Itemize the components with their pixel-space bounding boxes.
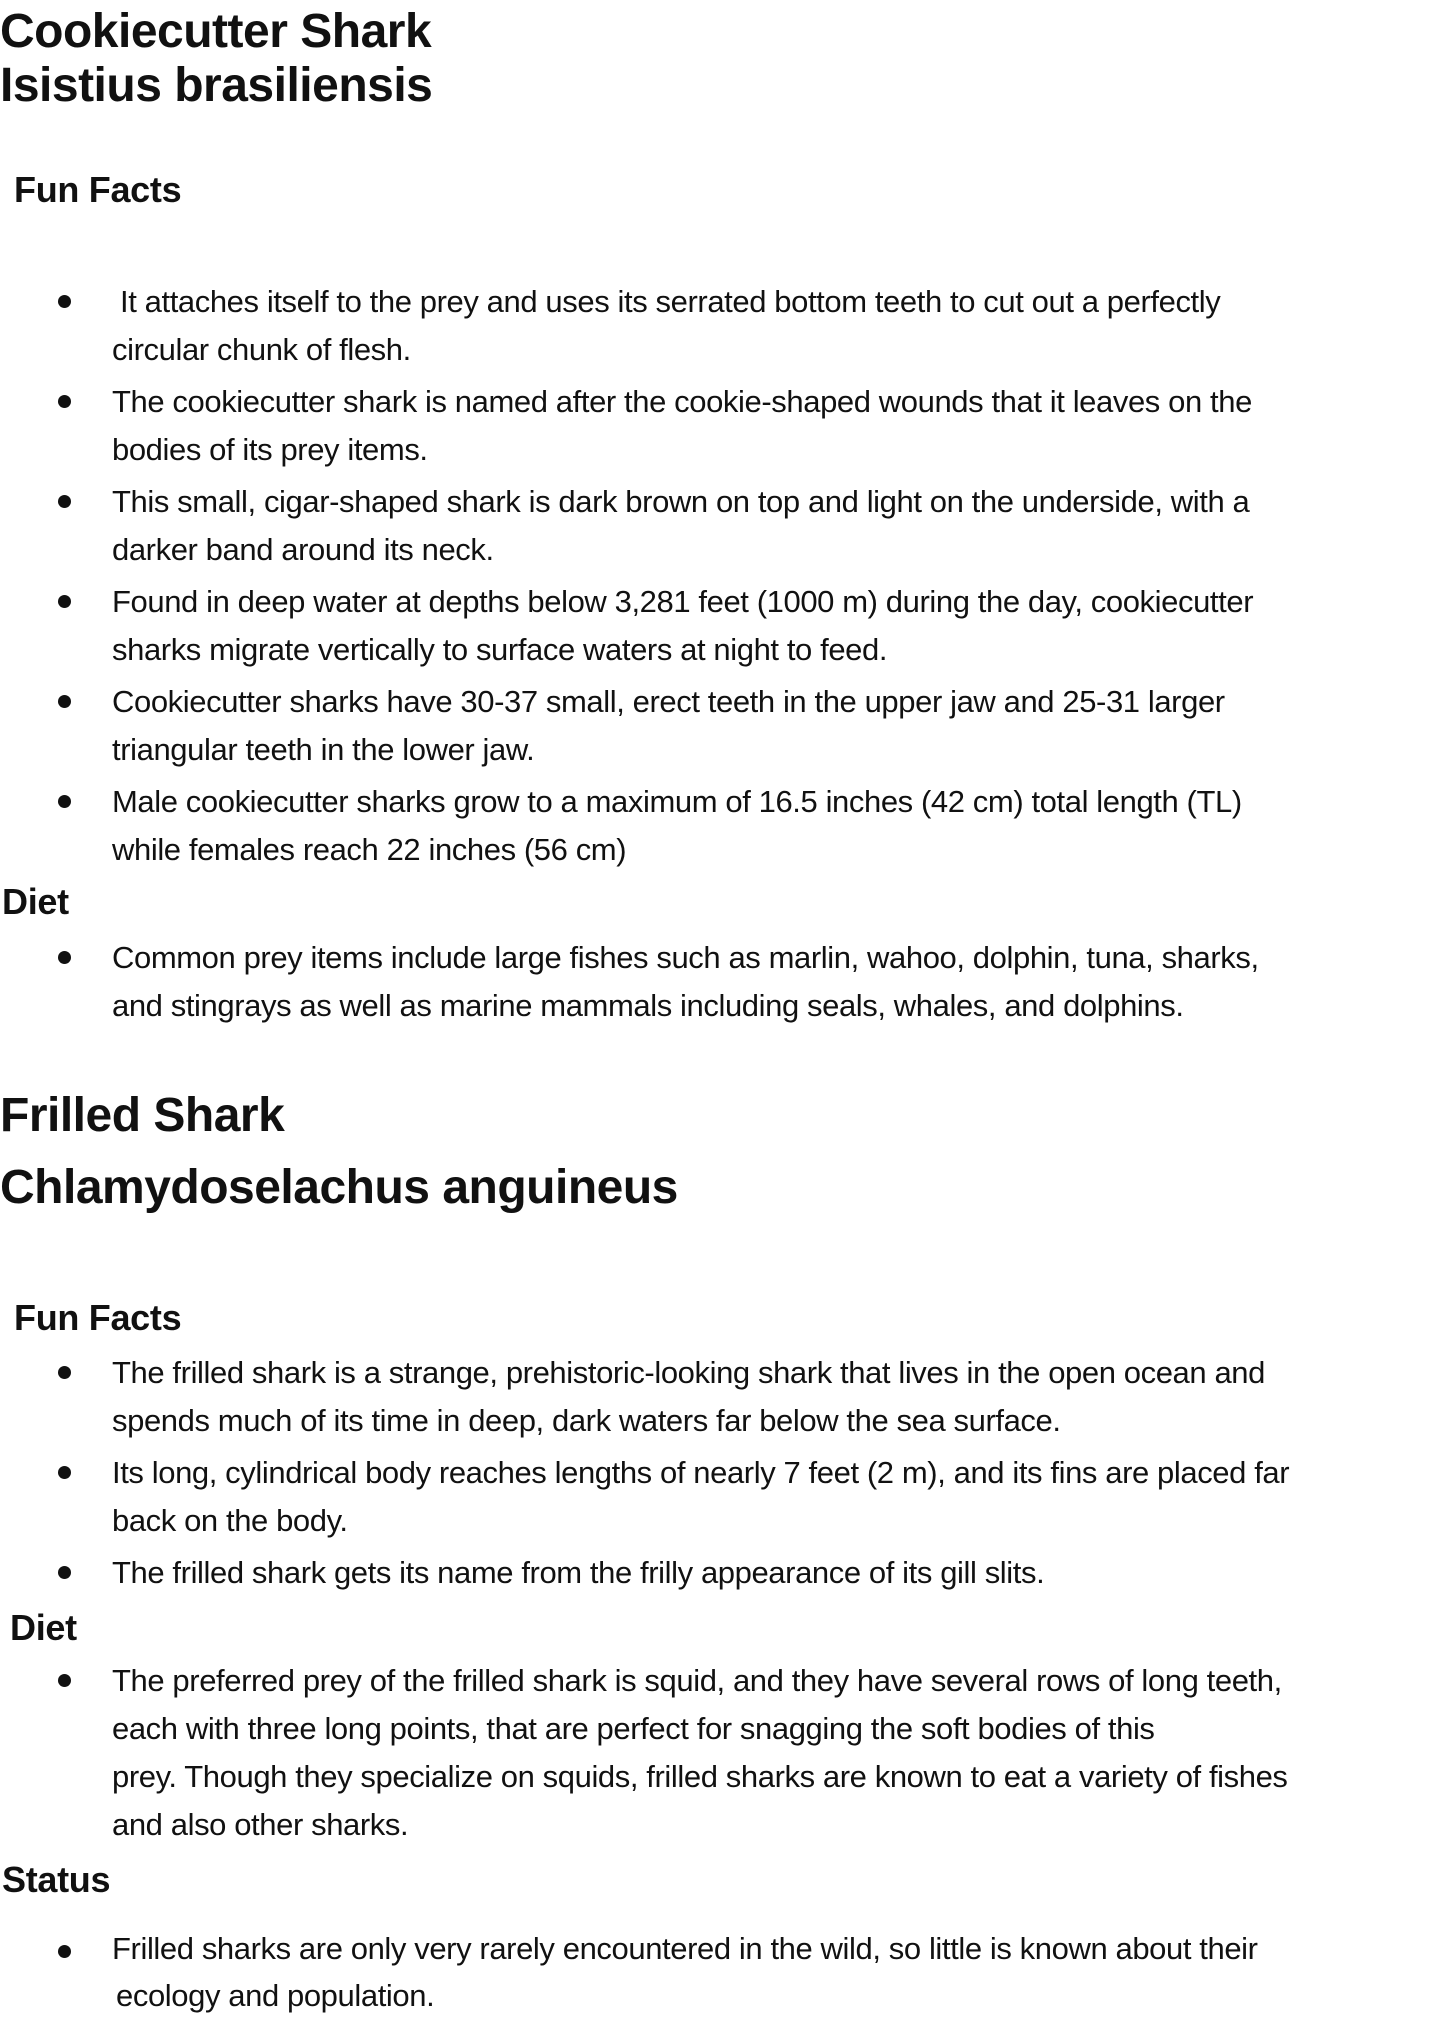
list-item-text: and also other sharks. <box>112 1807 409 1842</box>
species-common-name: Frilled Shark <box>0 1089 285 1142</box>
bullet-icon <box>58 695 71 708</box>
bullet-icon <box>58 795 71 808</box>
list-item-text: Found in deep water at depths below 3,281 feet (1000 m) during the day, cookiecutter <box>112 584 1254 619</box>
bullet-icon <box>58 395 71 408</box>
list-item-text: Cookiecutter sharks have 30-37 small, erect teeth in the upper jaw and 25-31 larger <box>112 684 1225 719</box>
list-item-text: This small, cigar-shaped shark is dark brown on top and light on the underside, with a <box>112 484 1250 519</box>
list-item-text: spends much of its time in deep, dark waters far below the sea surface. <box>112 1403 1061 1438</box>
fun-facts-heading: Fun Facts <box>14 1297 182 1338</box>
species-scientific-name: Chlamydoselachus anguineus <box>0 1161 678 1214</box>
list-item-text: The frilled shark gets its name from the frilly appearance of its gill slits. <box>112 1555 1045 1590</box>
bullet-icon <box>58 1674 71 1687</box>
list-item-text: Frilled sharks are only very rarely encountered in the wild, so little is known about their <box>112 1931 1258 1966</box>
list-item-text: The cookiecutter shark is named after the cookie-shaped wounds that it leaves on the <box>112 384 1252 419</box>
list-item-text: triangular teeth in the lower jaw. <box>112 732 535 767</box>
list-item-text: It attaches itself to the prey and uses its serrated bottom teeth to cut out a perfectly <box>120 284 1221 319</box>
list-item-text: each with three long points, that are perfect for snagging the soft bodies of this <box>112 1711 1155 1746</box>
bullet-icon <box>58 595 71 608</box>
diet-heading: Diet <box>10 1607 77 1648</box>
bullet-icon <box>58 495 71 508</box>
bullet-icon <box>58 295 71 308</box>
bullet-icon <box>58 951 71 964</box>
diet-heading: Diet <box>2 881 69 922</box>
status-heading: Status <box>2 1859 111 1900</box>
list-item-text: The preferred prey of the frilled shark is squid, and they have several rows of long teeth, <box>112 1663 1282 1698</box>
list-item-text: prey. Though they specialize on squids, frilled sharks are known to eat a variety of fishes <box>112 1759 1288 1794</box>
species-scientific-name: Isistius brasiliensis <box>0 59 433 112</box>
list-item-text: bodies of its prey items. <box>112 432 428 467</box>
list-item-text: The frilled shark is a strange, prehistoric-looking shark that lives in the open ocean and <box>112 1355 1265 1390</box>
bullet-icon <box>58 1466 71 1479</box>
list-item-text: Common prey items include large fishes such as marlin, wahoo, dolphin, tuna, sharks, <box>112 940 1259 975</box>
list-item-text: back on the body. <box>112 1503 348 1538</box>
list-item-text: sharks migrate vertically to surface waters at night to feed. <box>112 632 888 667</box>
list-item-text: and stingrays as well as marine mammals including seals, whales, and dolphins. <box>112 988 1184 1023</box>
bullet-icon <box>58 1945 71 1958</box>
list-item-text: ecology and population. <box>116 1978 435 2013</box>
bullet-icon <box>58 1366 71 1379</box>
list-item-text: Male cookiecutter sharks grow to a maximum of 16.5 inches (42 cm) total length (TL) <box>112 784 1242 819</box>
fun-facts-heading: Fun Facts <box>14 169 182 210</box>
list-item-text: darker band around its neck. <box>112 532 494 567</box>
list-item-text: circular chunk of flesh. <box>112 332 411 367</box>
list-item-text: while females reach 22 inches (56 cm) <box>112 832 627 867</box>
list-item-text: Its long, cylindrical body reaches lengths of nearly 7 feet (2 m), and its fins are placed far <box>112 1455 1290 1490</box>
bullet-icon <box>58 1566 71 1579</box>
species-common-name: Cookiecutter Shark <box>0 5 432 58</box>
